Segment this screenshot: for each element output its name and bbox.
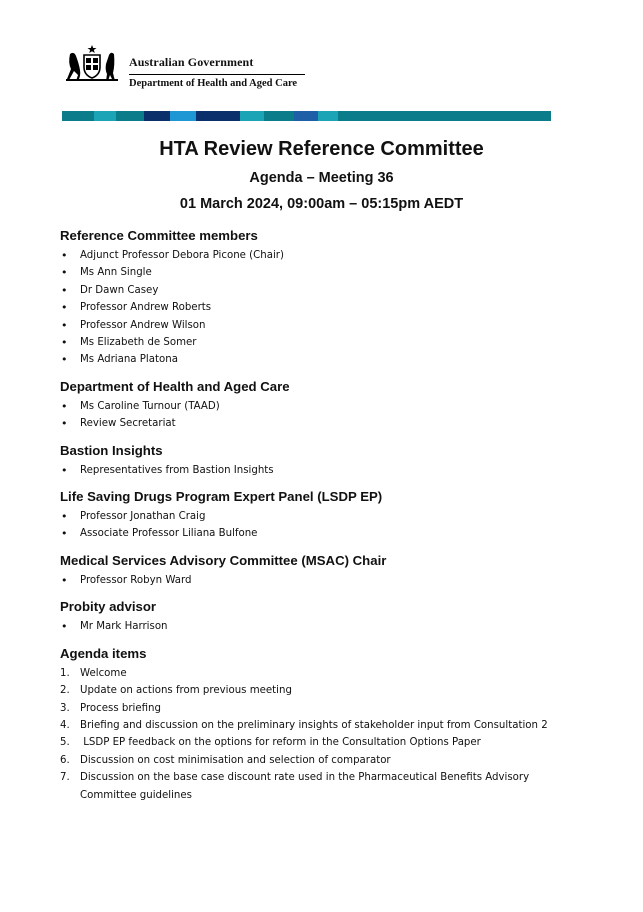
agenda-item-number: 4. [60, 719, 70, 731]
section-heading: Reference Committee members [60, 228, 258, 243]
band-segment [196, 111, 240, 121]
band-segment [170, 111, 196, 121]
band-segment [144, 111, 170, 121]
attendee-item: • Professor Jonathan Craig [60, 508, 580, 525]
agenda-item-text: Briefing and discussion on the preliminary insights of stakeholder input from Consultation 2 [80, 719, 548, 731]
agenda-item-text: LSDP EP feedback on the options for reform in the Consultation Options Paper [80, 737, 481, 749]
agenda-item-text: Discussion on the base case discount rate used in the Pharmaceutical Benefits Advisory Committee guidelines [80, 772, 533, 801]
attendee-item: • Ms Elizabeth de Somer [60, 334, 580, 351]
agenda-item-number: 6. [60, 754, 70, 766]
attendee-section [60, 378, 580, 433]
band-segment [338, 111, 398, 121]
band-segment [294, 111, 318, 121]
attendee-item: • Mr Mark Harrison [60, 618, 580, 635]
attendee-list [60, 462, 580, 479]
section-heading: Bastion Insights [60, 442, 163, 458]
attendee-list [60, 572, 580, 589]
attendee-item: • Adjunct Professor Debora Picone (Chair) [60, 247, 580, 264]
header-divider [129, 74, 305, 75]
government-header [62, 44, 322, 96]
agenda-item-text: Update on actions from previous meeting [80, 685, 292, 697]
agenda-list [60, 665, 580, 804]
attendee-item: • Professor Robyn Ward [60, 572, 580, 589]
attendee-section [60, 488, 580, 543]
decorative-color-band [62, 111, 551, 121]
section-heading: Agenda items [60, 645, 147, 661]
section-heading: Department of Health and Aged Care [60, 378, 290, 394]
band-segment [94, 111, 116, 121]
agenda-section [60, 645, 580, 804]
attendee-item: • Dr Dawn Casey [60, 282, 580, 299]
attendee-list [60, 247, 580, 369]
attendee-item: • Ms Caroline Turnour (TAAD) [60, 398, 580, 415]
agenda-item [60, 752, 580, 769]
agenda-item [60, 665, 580, 682]
section-heading: Medical Services Advisory Committee (MSAC) Chair [60, 552, 387, 568]
meeting-subtitle: Agenda – Meeting 36 [249, 170, 394, 186]
attendee-item: • Ms Adriana Platona [60, 351, 580, 368]
agenda-item-number: 3. [60, 702, 70, 714]
agenda-item-text: Discussion on cost minimisation and selection of comparator [80, 754, 391, 766]
attendee-item: • Review Secretariat [60, 415, 580, 432]
government-name: Australian Government [129, 55, 254, 69]
attendee-section [60, 598, 580, 635]
coat-of-arms-icon [62, 44, 122, 84]
attendee-item: • Associate Professor Liliana Bulfone [60, 525, 580, 542]
agenda-item [60, 734, 580, 751]
document-title: HTA Review Reference Committee [159, 138, 484, 160]
agenda-item [60, 769, 580, 804]
attendee-section [60, 442, 580, 479]
section-heading: Life Saving Drugs Program Expert Panel (LSDP EP) [60, 489, 383, 505]
agenda-item [60, 717, 580, 734]
agenda-item-number: 2. [60, 685, 70, 697]
attendee-section [60, 227, 580, 369]
agenda-item [60, 700, 580, 717]
agenda-item-text: Welcome [80, 667, 127, 679]
agenda-item-number: 7. [60, 772, 70, 784]
attendee-item: • Professor Andrew Roberts [60, 299, 580, 316]
attendee-item: • Ms Ann Single [60, 264, 580, 281]
band-segment [318, 111, 338, 121]
section-heading: Probity advisor [60, 599, 157, 615]
agenda-item-text: Process briefing [80, 702, 161, 714]
department-name: Department of Health and Aged Care [129, 78, 298, 89]
attendee-section [60, 552, 580, 589]
band-segment [264, 111, 294, 121]
band-segment [116, 111, 144, 121]
attendee-item: • Representatives from Bastion Insights [60, 462, 580, 479]
attendee-list [60, 618, 580, 635]
meeting-date: 01 March 2024, 09:00am – 05:15pm AEDT [179, 196, 464, 212]
agenda-content [60, 227, 580, 813]
attendee-item: • Professor Andrew Wilson [60, 317, 580, 334]
attendee-list [60, 398, 580, 433]
agenda-item [60, 682, 580, 699]
band-segment [62, 111, 94, 121]
attendee-list [60, 508, 580, 543]
band-segment [240, 111, 264, 121]
agenda-item-number: 1. [60, 667, 70, 679]
agenda-item-number: 5. [60, 737, 70, 749]
band-segment [398, 111, 551, 121]
